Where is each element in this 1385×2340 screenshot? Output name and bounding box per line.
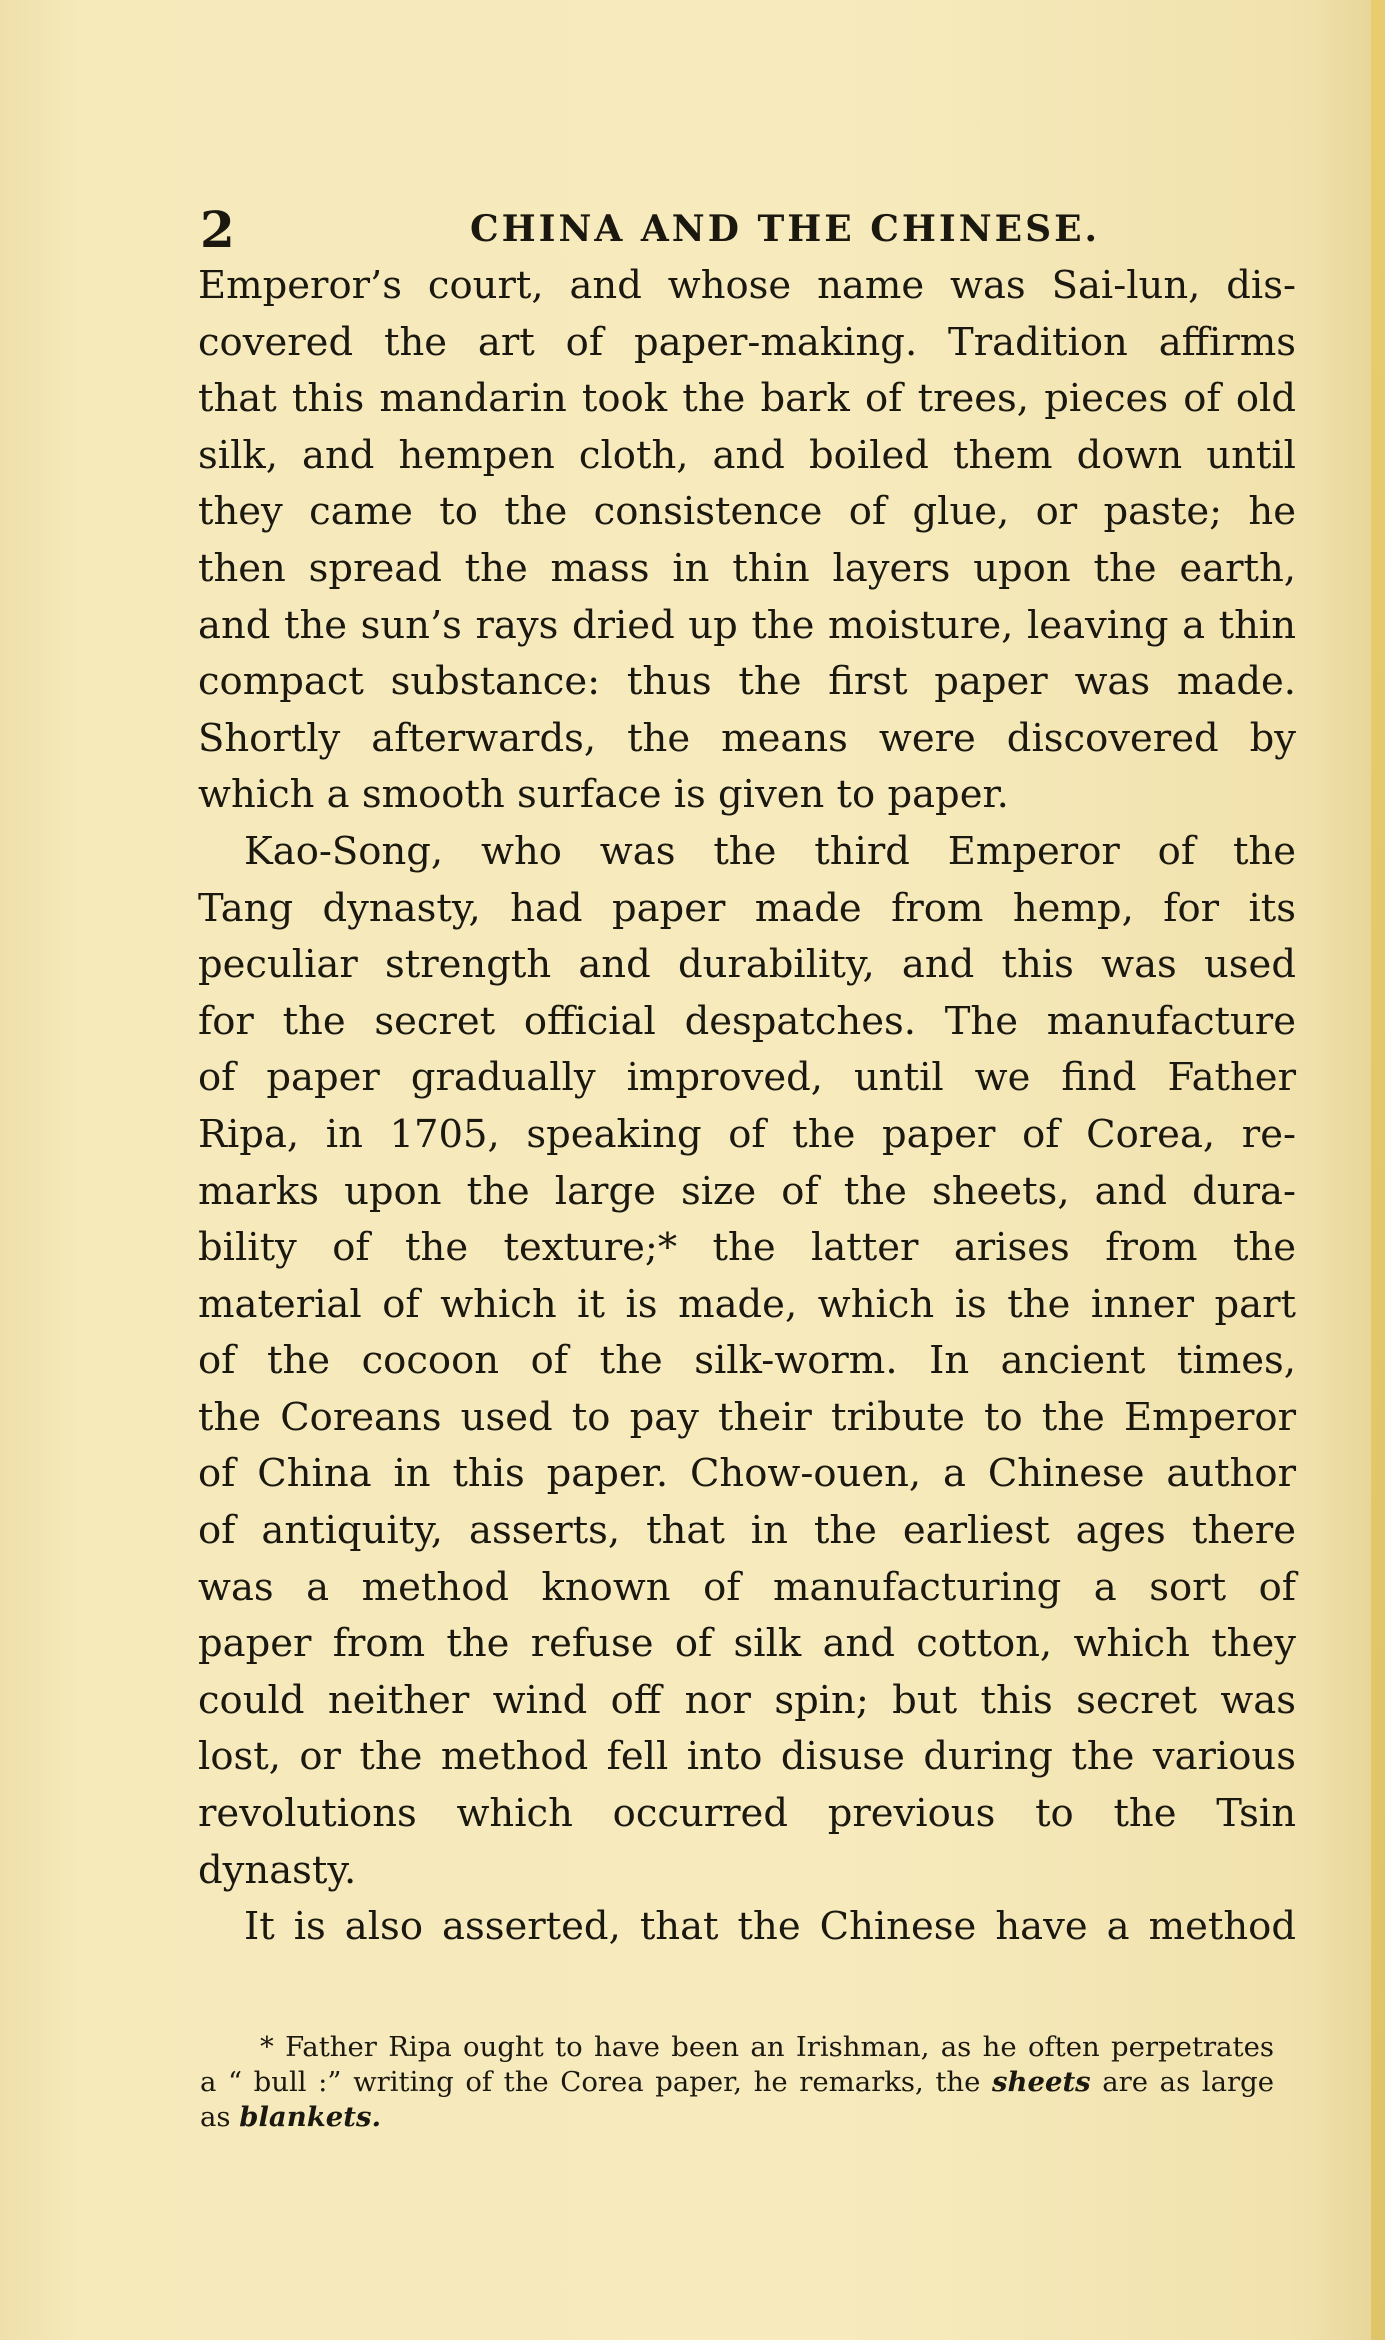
text-line: bility of the texture;* the latter arises from the [198,1225,1296,1271]
footnote-line [200,2100,1274,2135]
text-line: of paper gradually improved, until we find Father [198,1055,1296,1101]
page-header [200,200,1240,260]
text-line: It is also asserted, that the Chinese have a method [244,1904,1296,1950]
text-line: compact substance: thus the first paper was made. [198,659,1296,705]
text-line: was a method known of manufacturing a sort of [198,1564,1296,1610]
text-line: revolutions which occurred previous to the Tsin [198,1791,1296,1837]
text-line: marks upon the large size of the sheets, and dura- [198,1168,1296,1214]
footnote-text: as [200,2101,240,2133]
text-line: peculiar strength and durability, and this was used [198,942,1296,988]
text-line: silk, and hempen cloth, and boiled them down until [198,432,1296,478]
text-line: which a smooth surface is given to paper. [198,772,1009,818]
text-line: and the sun’s rays dried up the moisture, leaving a thin [198,602,1296,648]
footnote-emphasis: sheets [992,2066,1091,2098]
text-line: Emperor’s court, and whose name was Sai-lun, dis- [198,263,1296,308]
text-line: Kao-Song, who was the third Emperor of the [244,828,1296,874]
footnote-text: a “ bull :” writing of the Corea paper, he remarks, the [200,2066,993,2098]
text-line: Shortly afterwards, the means were discovered by [198,715,1296,761]
text-line: Tang dynasty, had paper made from hemp, for its [198,885,1296,931]
footnote [200,2030,1274,2135]
text-line: that this mandarin took the bark of trees, pieces of old [198,376,1296,422]
text-line: of the cocoon of the silk-worm. In ancient times, [198,1338,1296,1384]
footnote-line [200,2065,1274,2100]
text-line: covered the art of paper-making. Tradition affirms [198,319,1296,365]
text-line: dynasty. [198,1847,357,1893]
footnote-text: are as large [1090,2066,1275,2098]
text-line: they came to the consistence of glue, or paste; he [198,489,1296,535]
text-line: Ripa, in 1705, speaking of the paper of Corea, re- [198,1111,1296,1157]
text-line: paper from the refuse of silk and cotton, which they [198,1621,1296,1667]
text-line: could neither wind off nor spin; but this secret was [198,1677,1296,1723]
body-text [198,258,1296,1956]
text-line: then spread the mass in thin layers upon the earth, [198,545,1296,591]
text-line: for the secret official despatches. The manufacture [198,998,1296,1044]
text-line: of China in this paper. Chow-ouen, a Chinese author [198,1451,1296,1497]
text-line: material of which it is made, which is the inner part [198,1281,1296,1327]
running-title: CHINA AND THE CHINESE. [470,208,1101,250]
text-line: lost, or the method fell into disuse during the various [198,1734,1296,1780]
text-line: the Coreans used to pay their tribute to the Emperor [198,1394,1296,1440]
text-line: of antiquity, asserts, that in the earliest ages there [198,1508,1296,1554]
footnote-line: * Father Ripa ought to have been an Irishman, as he often perpetrates [260,2031,1274,2063]
page-number: 2 [200,200,235,259]
page-edge [1371,0,1385,2340]
footnote-emphasis: blankets. [239,2101,382,2133]
